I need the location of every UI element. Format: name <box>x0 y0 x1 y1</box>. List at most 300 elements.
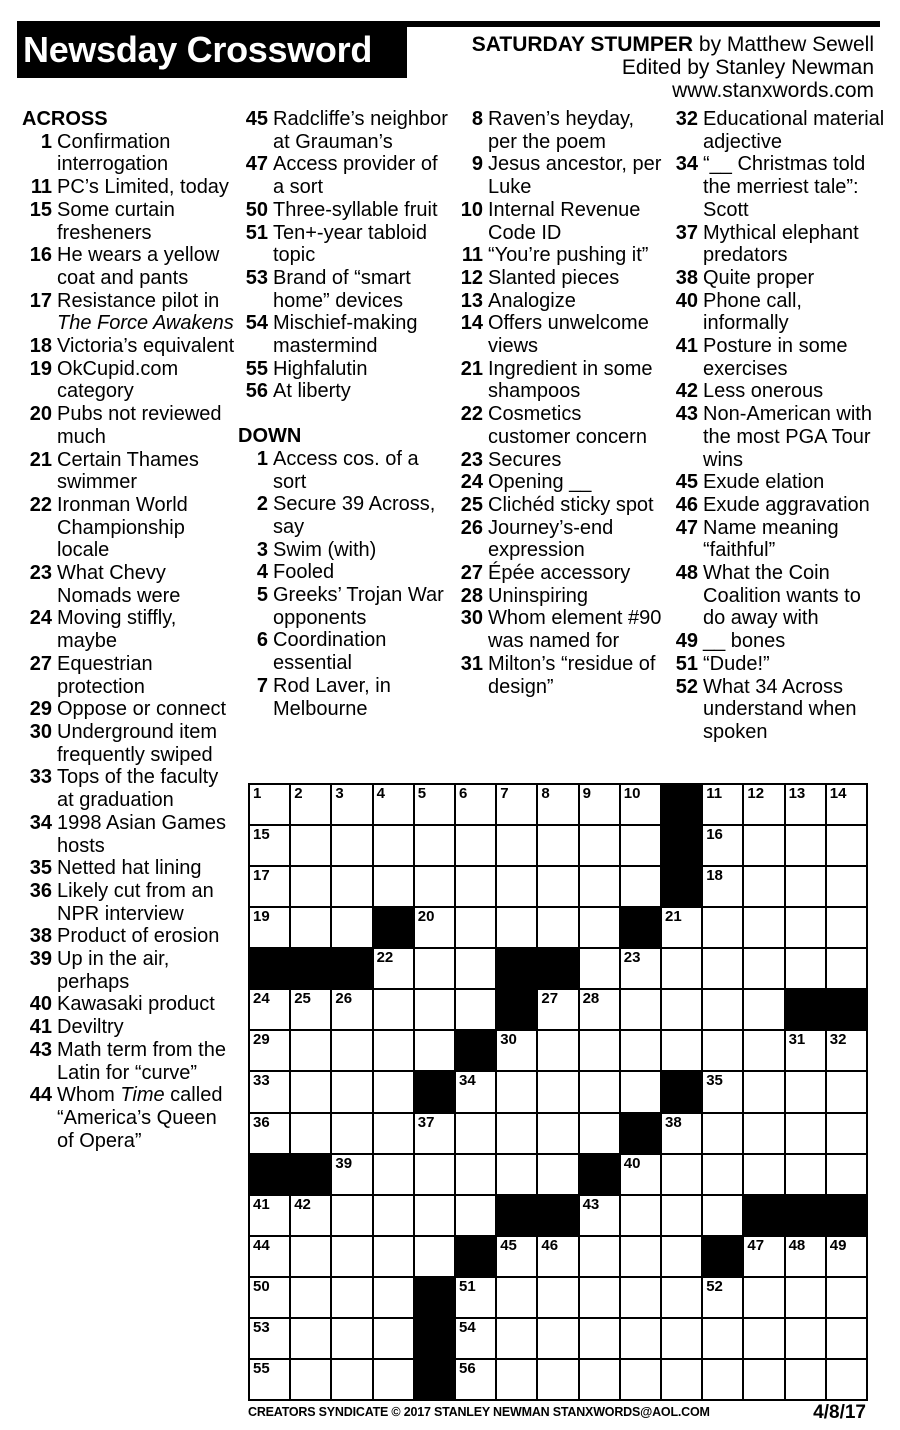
clue-number: 13 <box>460 289 483 312</box>
grid-cell[interactable] <box>744 949 783 988</box>
clue-down-13[interactable] <box>453 290 668 313</box>
grid-cell[interactable] <box>250 1072 289 1111</box>
grid-cell[interactable] <box>703 949 742 988</box>
clue-across-38[interactable] <box>22 925 237 948</box>
grid-cell[interactable] <box>580 1072 619 1111</box>
grid-cell[interactable] <box>250 867 289 906</box>
grid-cell[interactable] <box>662 949 701 988</box>
grid-cell[interactable] <box>332 867 371 906</box>
grid-cell[interactable] <box>332 1319 371 1358</box>
grid-cell[interactable] <box>291 1072 330 1111</box>
grid-cell[interactable] <box>621 1155 660 1194</box>
grid-cell[interactable] <box>621 785 660 824</box>
grid-cell[interactable] <box>415 949 454 988</box>
grid-cell[interactable] <box>621 1072 660 1111</box>
grid-cell[interactable] <box>703 990 742 1029</box>
grid-cell[interactable] <box>332 1360 371 1399</box>
grid-cell[interactable] <box>332 826 371 865</box>
grid-cell[interactable] <box>827 1360 866 1399</box>
grid-cell[interactable] <box>580 785 619 824</box>
grid-cell[interactable] <box>703 1196 742 1235</box>
grid-cell[interactable] <box>538 1072 577 1111</box>
grid-cell[interactable] <box>662 1319 701 1358</box>
grid-cell[interactable] <box>250 1237 289 1276</box>
clue-down-48[interactable] <box>668 562 888 630</box>
cell-number: 13 <box>788 785 806 802</box>
grid-cell[interactable] <box>538 867 577 906</box>
clue-down-8[interactable] <box>453 108 668 153</box>
crossword-grid[interactable] <box>248 783 868 1401</box>
clue-down-27[interactable] <box>453 562 668 585</box>
grid-cell[interactable] <box>786 1360 825 1399</box>
grid-cell[interactable] <box>250 908 289 947</box>
grid-cell[interactable] <box>703 1072 742 1111</box>
grid-cell[interactable] <box>786 1278 825 1317</box>
grid-cell[interactable] <box>374 1237 413 1276</box>
grid-cell[interactable] <box>703 1031 742 1070</box>
grid-cell[interactable] <box>332 785 371 824</box>
clue-number: 44 <box>29 1084 52 1107</box>
clue-across-24[interactable] <box>22 607 237 652</box>
grid-cell[interactable] <box>250 785 289 824</box>
grid-cell[interactable] <box>538 1237 577 1276</box>
grid-cell[interactable] <box>291 1319 330 1358</box>
grid-cell[interactable] <box>374 1278 413 1317</box>
grid-cell[interactable] <box>332 1031 371 1070</box>
grid-cell[interactable] <box>703 908 742 947</box>
grid-cell[interactable] <box>580 1360 619 1399</box>
grid-cell[interactable] <box>827 785 866 824</box>
grid-cell[interactable] <box>456 908 495 947</box>
clue-down-28[interactable] <box>453 585 668 608</box>
clue-across-15[interactable] <box>22 199 237 244</box>
clue-across-30[interactable] <box>22 721 237 766</box>
clue-down-22[interactable] <box>453 403 668 448</box>
grid-cell[interactable] <box>538 1319 577 1358</box>
grid-cell[interactable] <box>374 1031 413 1070</box>
grid-cell[interactable] <box>291 1360 330 1399</box>
cell-number: 17 <box>253 867 270 885</box>
grid-cell[interactable] <box>374 1319 413 1358</box>
grid-cell[interactable] <box>703 1155 742 1194</box>
cell-number: 30 <box>500 1031 517 1049</box>
grid-cell[interactable] <box>580 1114 619 1153</box>
grid-cell[interactable] <box>662 1360 701 1399</box>
clue-number: 23 <box>29 562 52 585</box>
grid-cell[interactable] <box>456 1196 495 1235</box>
clue-down-49[interactable] <box>668 630 888 653</box>
clue-across-43[interactable] <box>22 1039 237 1084</box>
clue-down-14[interactable] <box>453 312 668 357</box>
grid-cell[interactable] <box>621 1237 660 1276</box>
grid-cell[interactable] <box>332 908 371 947</box>
clue-down-2[interactable] <box>238 493 453 538</box>
black-square <box>662 826 701 865</box>
grid-cell[interactable] <box>827 1237 866 1276</box>
clue-across-47[interactable] <box>238 153 453 198</box>
grid-cell[interactable] <box>580 1278 619 1317</box>
clue-across-34[interactable] <box>22 812 237 857</box>
grid-cell[interactable] <box>662 1196 701 1235</box>
clue-across-44[interactable] <box>22 1084 237 1152</box>
grid-cell[interactable] <box>827 908 866 947</box>
grid-cell[interactable] <box>621 1360 660 1399</box>
clue-down-23[interactable] <box>453 449 668 472</box>
grid-cell[interactable] <box>662 1278 701 1317</box>
grid-cell[interactable] <box>250 1319 289 1358</box>
grid-cell[interactable] <box>538 1031 577 1070</box>
grid-cell[interactable] <box>621 1031 660 1070</box>
clue-down-43[interactable] <box>668 403 888 471</box>
grid-cell[interactable] <box>497 1072 536 1111</box>
grid-cell[interactable] <box>744 1072 783 1111</box>
grid-cell[interactable] <box>744 990 783 1029</box>
grid-cell[interactable] <box>374 949 413 988</box>
clue-across-27[interactable] <box>22 653 237 698</box>
clue-down-6[interactable] <box>238 629 453 674</box>
clue-across-40[interactable] <box>22 993 237 1016</box>
clue-down-31[interactable] <box>453 653 668 698</box>
grid-cell[interactable] <box>580 949 619 988</box>
grid-cell[interactable] <box>621 1196 660 1235</box>
grid-cell[interactable] <box>786 867 825 906</box>
grid-cell[interactable] <box>580 1196 619 1235</box>
grid-cell[interactable] <box>662 1237 701 1276</box>
clue-down-51[interactable] <box>668 653 888 676</box>
grid-cell[interactable] <box>250 826 289 865</box>
grid-cell[interactable] <box>538 785 577 824</box>
clue-down-45[interactable] <box>668 471 888 494</box>
footer-credit: CREATORS SYNDICATE © 2017 STANLEY NEWMAN STANXWORDS@AOL.COM <box>248 1405 710 1419</box>
grid-cell[interactable] <box>621 1278 660 1317</box>
clue-across-36[interactable] <box>22 880 237 925</box>
grid-cell[interactable] <box>703 867 742 906</box>
clue-text: Highfalutin <box>273 357 368 380</box>
grid-cell[interactable] <box>497 1031 536 1070</box>
grid-cell[interactable] <box>662 908 701 947</box>
clue-text: Coordination essential <box>273 629 387 675</box>
grid-cell[interactable] <box>786 785 825 824</box>
clue-across-29[interactable] <box>22 698 237 721</box>
grid-cell[interactable] <box>456 1155 495 1194</box>
clue-across-16[interactable] <box>22 244 237 289</box>
grid-cell[interactable] <box>497 1278 536 1317</box>
grid-cell[interactable] <box>250 1360 289 1399</box>
cell-number: 7 <box>500 785 509 802</box>
grid-cell[interactable] <box>621 949 660 988</box>
clue-down-10[interactable] <box>453 199 668 244</box>
clue-down-25[interactable] <box>453 494 668 517</box>
grid-cell[interactable] <box>621 867 660 906</box>
grid-cell[interactable] <box>786 1072 825 1111</box>
grid-cell[interactable] <box>250 1114 289 1153</box>
clue-down-37[interactable] <box>668 222 888 267</box>
grid-cell[interactable] <box>786 908 825 947</box>
grid-cell[interactable] <box>291 1237 330 1276</box>
grid-cell[interactable] <box>744 908 783 947</box>
grid-cell[interactable] <box>374 1072 413 1111</box>
grid-cell[interactable] <box>662 990 701 1029</box>
grid-cell[interactable] <box>291 1031 330 1070</box>
grid-cell[interactable] <box>291 826 330 865</box>
clue-across-39[interactable] <box>22 948 237 993</box>
clue-text: Certain Thames swimmer <box>57 448 199 494</box>
clue-down-32[interactable] <box>668 108 888 153</box>
grid-cell[interactable] <box>332 1155 371 1194</box>
clue-across-51[interactable] <box>238 222 453 267</box>
grid-cell[interactable] <box>415 1031 454 1070</box>
grid-cell[interactable] <box>827 1155 866 1194</box>
grid-cell[interactable] <box>456 990 495 1029</box>
grid-cell[interactable] <box>580 990 619 1029</box>
grid-cell[interactable] <box>744 1237 783 1276</box>
grid-cell[interactable] <box>291 990 330 1029</box>
clue-down-46[interactable] <box>668 494 888 517</box>
grid-cell[interactable] <box>538 1114 577 1153</box>
grid-cell[interactable] <box>374 1360 413 1399</box>
clue-across-23[interactable] <box>22 562 237 607</box>
grid-cell[interactable] <box>744 1319 783 1358</box>
grid-cell[interactable] <box>580 826 619 865</box>
across-list-part-2 <box>238 108 453 403</box>
clue-across-33[interactable] <box>22 766 237 811</box>
grid-cell[interactable] <box>621 826 660 865</box>
grid-cell[interactable] <box>374 1196 413 1235</box>
grid-cell[interactable] <box>291 1196 330 1235</box>
grid-cell[interactable] <box>827 1072 866 1111</box>
clue-down-41[interactable] <box>668 335 888 380</box>
clue-across-41[interactable] <box>22 1016 237 1039</box>
grid-cell[interactable] <box>497 908 536 947</box>
grid-cell[interactable] <box>291 908 330 947</box>
grid-cell[interactable] <box>415 990 454 1029</box>
grid-cell[interactable] <box>497 1155 536 1194</box>
clue-number: 29 <box>29 698 52 721</box>
clue-across-50[interactable] <box>238 199 453 222</box>
grid-cell[interactable] <box>580 1031 619 1070</box>
grid-cell[interactable] <box>827 949 866 988</box>
grid-cell[interactable] <box>827 1031 866 1070</box>
clue-down-52[interactable] <box>668 676 888 744</box>
clue-text: Deviltry <box>57 1016 124 1039</box>
grid-cell[interactable] <box>332 990 371 1029</box>
grid-cell[interactable] <box>415 826 454 865</box>
clue-across-56[interactable] <box>238 380 453 403</box>
clue-across-53[interactable] <box>238 267 453 312</box>
clue-down-34[interactable] <box>668 153 888 221</box>
clue-number: 5 <box>256 584 268 607</box>
grid-cell[interactable] <box>497 867 536 906</box>
grid-cell[interactable] <box>250 1278 289 1317</box>
grid-cell[interactable] <box>374 990 413 1029</box>
grid-cell[interactable] <box>456 1072 495 1111</box>
grid-cell[interactable] <box>415 908 454 947</box>
grid-cell[interactable] <box>250 1196 289 1235</box>
grid-cell[interactable] <box>332 1237 371 1276</box>
grid-cell[interactable] <box>580 867 619 906</box>
grid-cell[interactable] <box>374 867 413 906</box>
grid-cell[interactable] <box>332 1278 371 1317</box>
grid-cell[interactable] <box>703 826 742 865</box>
clue-across-11[interactable] <box>22 176 237 199</box>
grid-cell[interactable] <box>456 1278 495 1317</box>
clue-down-3[interactable] <box>238 539 453 562</box>
clue-across-35[interactable] <box>22 857 237 880</box>
grid-cell[interactable] <box>621 990 660 1029</box>
grid-cell[interactable] <box>415 867 454 906</box>
grid-cell[interactable] <box>703 1114 742 1153</box>
cell-number: 6 <box>459 785 468 802</box>
grid-cell[interactable] <box>456 867 495 906</box>
grid-cell[interactable] <box>827 1319 866 1358</box>
black-square <box>374 908 413 947</box>
clue-across-55[interactable] <box>238 358 453 381</box>
grid-cell[interactable] <box>827 1114 866 1153</box>
cell-number: 42 <box>294 1195 311 1213</box>
grid-cell[interactable] <box>538 1155 577 1194</box>
grid-cell[interactable] <box>332 1114 371 1153</box>
grid-cell[interactable] <box>538 1278 577 1317</box>
grid-cell[interactable] <box>827 826 866 865</box>
clue-down-42[interactable] <box>668 380 888 403</box>
clue-across-54[interactable] <box>238 312 453 357</box>
grid-cell[interactable] <box>497 1360 536 1399</box>
grid-cell[interactable] <box>374 826 413 865</box>
clue-down-11[interactable] <box>453 244 668 267</box>
grid-cell[interactable] <box>580 1237 619 1276</box>
grid-cell[interactable] <box>332 1196 371 1235</box>
grid-cell[interactable] <box>744 1155 783 1194</box>
grid-cell[interactable] <box>538 908 577 947</box>
clue-across-22[interactable] <box>22 494 237 562</box>
clue-down-5[interactable] <box>238 584 453 629</box>
grid-cell[interactable] <box>538 1360 577 1399</box>
grid-cell[interactable] <box>662 1114 701 1153</box>
grid-cell[interactable] <box>415 1196 454 1235</box>
grid-cell[interactable] <box>291 867 330 906</box>
grid-cell[interactable] <box>580 1319 619 1358</box>
clue-down-21[interactable] <box>453 358 668 403</box>
clue-across-1[interactable] <box>22 131 237 176</box>
clue-down-47[interactable] <box>668 517 888 562</box>
clue-text: Uninspiring <box>488 584 589 607</box>
clue-across-19[interactable] <box>22 358 237 403</box>
grid-cell[interactable] <box>456 1319 495 1358</box>
grid-cell[interactable] <box>703 1360 742 1399</box>
grid-cell[interactable] <box>497 785 536 824</box>
grid-cell[interactable] <box>786 1319 825 1358</box>
grid-cell[interactable] <box>415 1237 454 1276</box>
grid-cell[interactable] <box>538 990 577 1029</box>
clue-across-17[interactable] <box>22 290 237 335</box>
black-square <box>538 949 577 988</box>
grid-cell[interactable] <box>744 1360 783 1399</box>
grid-cell[interactable] <box>744 1031 783 1070</box>
clue-down-9[interactable] <box>453 153 668 198</box>
clue-down-12[interactable] <box>453 267 668 290</box>
grid-cell[interactable] <box>497 826 536 865</box>
grid-cell[interactable] <box>744 1278 783 1317</box>
grid-cell[interactable] <box>786 1031 825 1070</box>
clue-across-20[interactable] <box>22 403 237 448</box>
grid-cell[interactable] <box>786 949 825 988</box>
clue-down-7[interactable] <box>238 675 453 720</box>
grid-cell[interactable] <box>415 1155 454 1194</box>
grid-cell[interactable] <box>291 1278 330 1317</box>
clue-down-38[interactable] <box>668 267 888 290</box>
grid-cell[interactable] <box>291 785 330 824</box>
grid-cell[interactable] <box>291 1114 330 1153</box>
grid-cell[interactable] <box>703 1319 742 1358</box>
clue-across-21[interactable] <box>22 449 237 494</box>
grid-cell[interactable] <box>456 949 495 988</box>
editor-line: Edited by Stanley Newman <box>621 56 874 79</box>
grid-cell[interactable] <box>786 826 825 865</box>
grid-cell[interactable] <box>744 785 783 824</box>
clue-across-18[interactable] <box>22 335 237 358</box>
grid-cell[interactable] <box>580 908 619 947</box>
grid-cell[interactable] <box>703 785 742 824</box>
grid-cell[interactable] <box>662 1155 701 1194</box>
cell-number: 31 <box>788 1031 806 1049</box>
clue-down-26[interactable] <box>453 517 668 562</box>
grid-cell[interactable] <box>497 1114 536 1153</box>
grid-cell[interactable] <box>332 1072 371 1111</box>
clue-down-4[interactable] <box>238 561 453 584</box>
grid-cell[interactable] <box>250 1031 289 1070</box>
clue-number: 38 <box>29 925 52 948</box>
clue-text: Exude aggravation <box>703 493 870 516</box>
grid-cell[interactable] <box>374 1155 413 1194</box>
grid-cell[interactable] <box>744 826 783 865</box>
grid-cell[interactable] <box>456 826 495 865</box>
grid-cell[interactable] <box>744 867 783 906</box>
grid-cell[interactable] <box>621 1319 660 1358</box>
grid-cell[interactable] <box>744 1114 783 1153</box>
grid-cell[interactable] <box>415 785 454 824</box>
clue-down-1[interactable] <box>238 448 453 493</box>
grid-cell[interactable] <box>827 867 866 906</box>
grid-cell[interactable] <box>497 1237 536 1276</box>
grid-cell[interactable] <box>538 826 577 865</box>
grid-cell[interactable] <box>786 1155 825 1194</box>
clue-down-24[interactable] <box>453 471 668 494</box>
grid-cell[interactable] <box>456 785 495 824</box>
clue-across-45[interactable] <box>238 108 453 153</box>
clue-down-40[interactable] <box>668 290 888 335</box>
clue-number: 24 <box>29 607 52 630</box>
grid-cell[interactable] <box>415 1114 454 1153</box>
grid-cell[interactable] <box>827 1278 866 1317</box>
clue-down-30[interactable] <box>453 607 668 652</box>
grid-cell[interactable] <box>250 990 289 1029</box>
clue-text: Internal Revenue Code ID <box>488 198 641 244</box>
clue-text: Exude elation <box>703 471 825 494</box>
grid-cell[interactable] <box>786 1114 825 1153</box>
grid-cell[interactable] <box>374 1114 413 1153</box>
across-heading: ACROSS <box>22 108 108 130</box>
clue-number: 4 <box>256 561 268 584</box>
grid-cell[interactable] <box>662 1031 701 1070</box>
grid-cell[interactable] <box>456 1360 495 1399</box>
grid-cell[interactable] <box>374 785 413 824</box>
grid-cell[interactable] <box>786 1237 825 1276</box>
cell-number: 53 <box>253 1318 270 1336</box>
grid-cell[interactable] <box>703 1278 742 1317</box>
website-link[interactable]: www.stanxwords.com <box>672 79 874 102</box>
grid-cell[interactable] <box>456 1114 495 1153</box>
grid-cell[interactable] <box>497 1319 536 1358</box>
